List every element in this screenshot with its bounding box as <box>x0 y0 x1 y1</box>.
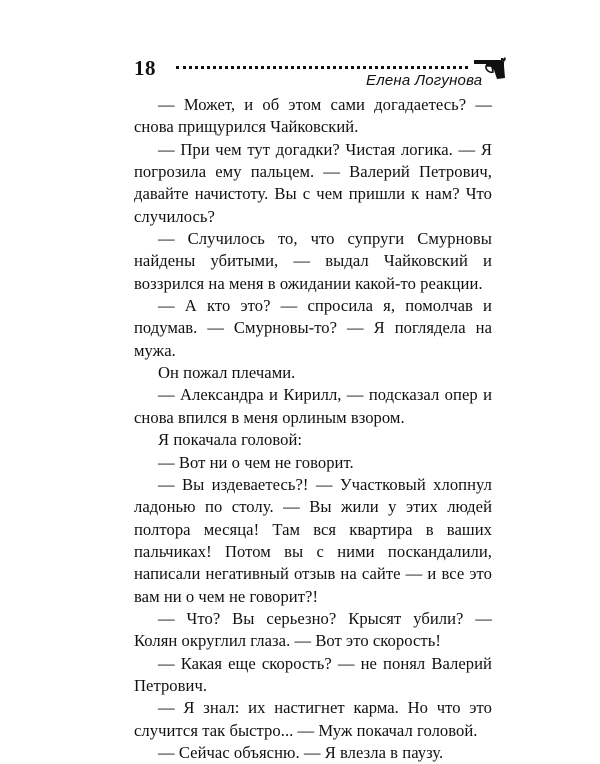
running-head-author: Елена Логунова <box>366 72 483 89</box>
paragraph: — Я знал: их настигнет карма. Но что это случится так быстро... — Муж покачал головой. <box>134 698 492 740</box>
paragraph: — Александра и Кирилл, — подсказал опер и снова впился в меня орлиным взором. <box>134 385 492 427</box>
paragraph: — Вы издеваетесь?! — Участковый хлопнул ладонью по столу. — Вы жили у этих людей полтора месяца! Там вся квартира в ваших пальчиках! Потом вы с ними поскандалили, написали негативный отзыв на сайте — и все это вам ни о чем не говорит?! <box>134 474 492 606</box>
paragraph: — Что? Вы серьезно? Крысят убили? — Колян округлил глаза. — Вот это скорость! <box>134 608 492 651</box>
paragraph: Я покачала головой: <box>158 430 303 450</box>
paragraph: — Какая еще скорость? — не понял Валерий Петрович. <box>134 653 492 695</box>
paragraph: — Сейчас объясню. — Я влезла в паузу. <box>158 742 444 762</box>
paragraph: — Случилось то, что супруги Смурновы найдены убитыми, — выдал Чайковский и воззрился на меня в ожидании какой-то реакции. <box>134 229 492 293</box>
book-text <box>134 94 492 764</box>
paragraph: — А кто это? — спросила я, помолчав и подумав. — Смурновы-то? — Я поглядела на мужа. <box>134 296 492 360</box>
page-number: 18 <box>134 56 156 80</box>
paragraph: — Может, и об этом сами догадаетесь? — снова прищурился Чайковский. <box>134 95 492 137</box>
paragraph: — Вот ни о чем не говорит. <box>158 452 354 472</box>
paragraph: — При чем тут догадки? Чистая логика. — Я погрозила ему пальцем. — Валерий Петрович, давайте начистоту. Вы с чем пришли к нам? Что случилось? <box>134 139 492 226</box>
paragraph: Он пожал плечами. <box>158 363 296 383</box>
pistol-icon <box>472 54 506 80</box>
header-dotted-rule <box>176 66 468 69</box>
